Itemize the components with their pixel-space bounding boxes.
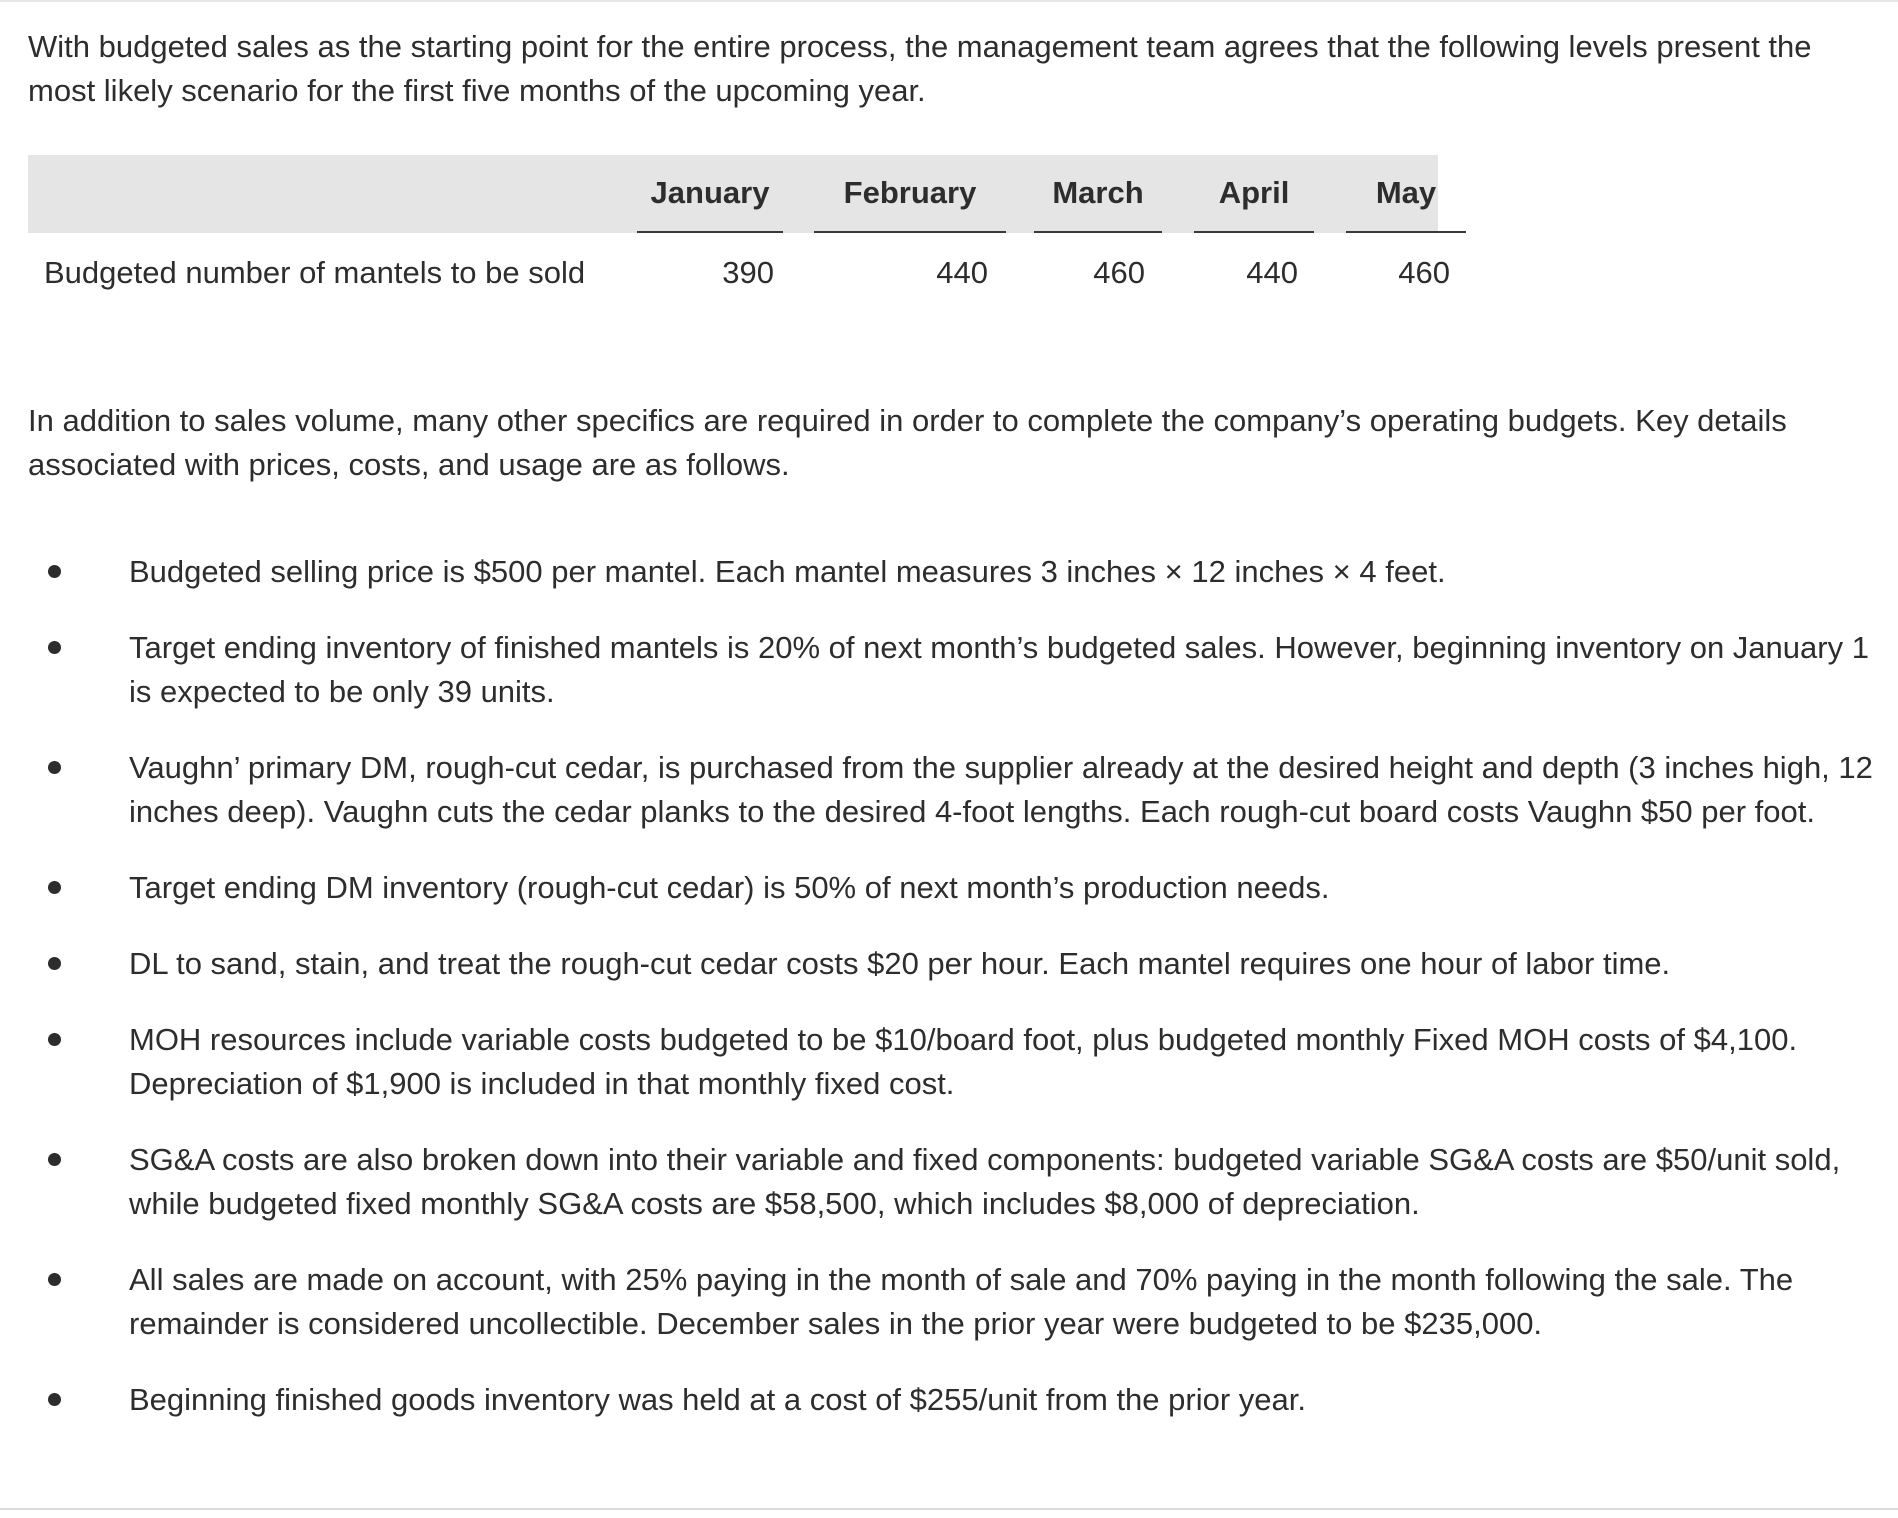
table-row [28, 233, 1450, 313]
bullet-dot-icon [48, 761, 61, 774]
header-january: January [637, 155, 783, 233]
bullet-dot-icon [48, 565, 61, 578]
bullet-dot-icon [48, 1393, 61, 1406]
header-may: May [1346, 155, 1466, 233]
list-item-text: SG&A costs are also broken down into their variable and fixed components: budgeted variable SG&A costs are $50/unit sold, while budgeted fixed monthly SG&A costs are $58,500, which includes $8,000 of depreciation. [129, 1142, 1841, 1221]
bullet-dot-icon [48, 957, 61, 970]
list-item-text: DL to sand, stain, and treat the rough-cut cedar costs $20 per hour. Each mantel requires one hour of labor time. [129, 946, 1671, 981]
bullet-dot-icon [48, 641, 61, 654]
bullet-dot-icon [48, 1153, 61, 1166]
table-header-row [28, 155, 1438, 233]
list-item-text: Beginning finished goods inventory was held at a cost of $255/unit from the prior year. [129, 1382, 1306, 1417]
cell-march: 460 [1093, 255, 1145, 290]
cell-april: 440 [1246, 255, 1298, 290]
cell-may: 460 [1398, 255, 1450, 290]
top-divider [0, 0, 1898, 2]
list-item-text: MOH resources include variable costs budgeted to be $10/board foot, plus budgeted monthly Fixed MOH costs of $4,100. Depreciation of $1,900 is included in that monthly fixed cost. [129, 1022, 1798, 1101]
header-march: March [1034, 155, 1162, 233]
header-february: February [814, 155, 1006, 233]
additional-paragraph: In addition to sales volume, many other specifics are required in order to complete the company’s operating budgets. Key details associated with prices, costs, and usage are as follows. [28, 403, 1787, 482]
intro-paragraph: With budgeted sales as the starting point for the entire process, the management team agrees that the following levels present the most likely scenario for the first five months of the upcoming year. [28, 29, 1812, 108]
list-item-text: Target ending DM inventory (rough-cut cedar) is 50% of next month’s production needs. [129, 870, 1330, 905]
sales-budget-table [28, 155, 1450, 313]
row-label: Budgeted number of mantels to be sold [44, 255, 586, 290]
header-april: April [1194, 155, 1314, 233]
list-item-text: All sales are made on account, with 25% paying in the month of sale and 70% paying in the month following the sale. The remainder is considered uncollectible. December sales in the prior year were budgeted to be $235,000. [129, 1262, 1794, 1341]
bullet-dot-icon [48, 1033, 61, 1046]
cell-february: 440 [936, 255, 988, 290]
list-item-text: Vaughn’ primary DM, rough-cut cedar, is purchased from the supplier already at the desired height and depth (3 inches high, 12 inches deep). Vaughn cuts the cedar planks to the desired 4-foot lengths. Each rough-cut board costs Vaughn $50 per foot. [129, 750, 1873, 829]
list-item-text: Budgeted selling price is $500 per mantel. Each mantel measures 3 inches × 12 inches × 4 feet. [129, 554, 1446, 589]
cell-january: 390 [722, 255, 774, 290]
bottom-divider [0, 1508, 1898, 1510]
bullet-dot-icon [48, 881, 61, 894]
bullet-dot-icon [48, 1273, 61, 1286]
list-item-text: Target ending inventory of finished mantels is 20% of next month’s budgeted sales. However, beginning inventory on January 1 is expected to be only 39 units. [129, 630, 1869, 709]
